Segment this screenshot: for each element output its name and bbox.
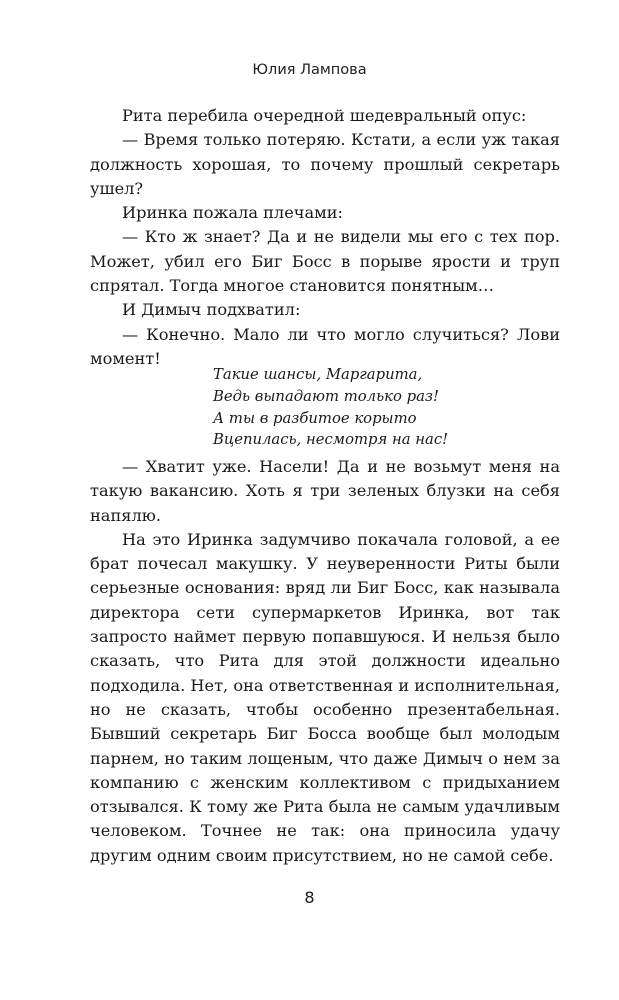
paragraph: — Хватит уже. Насели! Да и не возьмут меня на такую вакансию. Хоть я три зеленых блузки на себя напялю. xyxy=(90,457,560,525)
paragraph: — Кто ж знает? Да и не видели мы его с тех пор. Может, убил его Биг Босс в порыве ярости и труп спрятал. Тогда многое становится понятным… xyxy=(90,227,560,296)
text-block-top xyxy=(90,104,560,371)
poem-stanza xyxy=(213,364,513,451)
poem-line: Вцепилась, несмотря на нас! xyxy=(213,431,449,449)
running-header: Юлия Лампова xyxy=(252,62,367,78)
text-block-bottom xyxy=(90,455,560,868)
page-number: 8 xyxy=(304,888,315,907)
paragraph: — Конечно. Мало ли что могло случиться? Лови момент! xyxy=(90,324,560,368)
poem-line: Ведь выпадают только раз! xyxy=(213,387,439,405)
poem-line: А ты в разбитое корыто xyxy=(213,409,417,427)
paragraph: — Время только потеряю. Кстати, а если уж такая должность хорошая, то почему прошлый секретарь ушел? xyxy=(90,130,560,198)
paragraph: На это Иринка задумчиво покачала головой, а ее брат почесал макушку. У неуверенности Риты были серьезные основания: вряд ли Биг Босс, как называла директора сети супермаркетов Иринка, вот так запросто наймет первую попавшуюся. И нельзя было сказать, что Рита для этой должности идеально подходила. Нет, она ответственная и исполнительная, но не сказать, чтобы особенно презентабельная. Бывший секретарь Биг Босса вообще был молодым парнем, но таким лощеным, что даже Димыч о нем за компанию с женским коллективом с придыханием отзывался. К тому же Рита была не самым удачливым человеком. Точнее не так: она приносила удачу другим одним своим присутствием, но не самой себе. xyxy=(90,529,560,865)
paragraph: И Димыч подхватил: xyxy=(122,300,301,320)
poem-line: Такие шансы, Маргарита, xyxy=(213,366,423,383)
paragraph: Рита перебила очередной шедевральный опус: xyxy=(122,106,527,125)
paragraph: Иринка пожала плечами: xyxy=(122,203,343,223)
